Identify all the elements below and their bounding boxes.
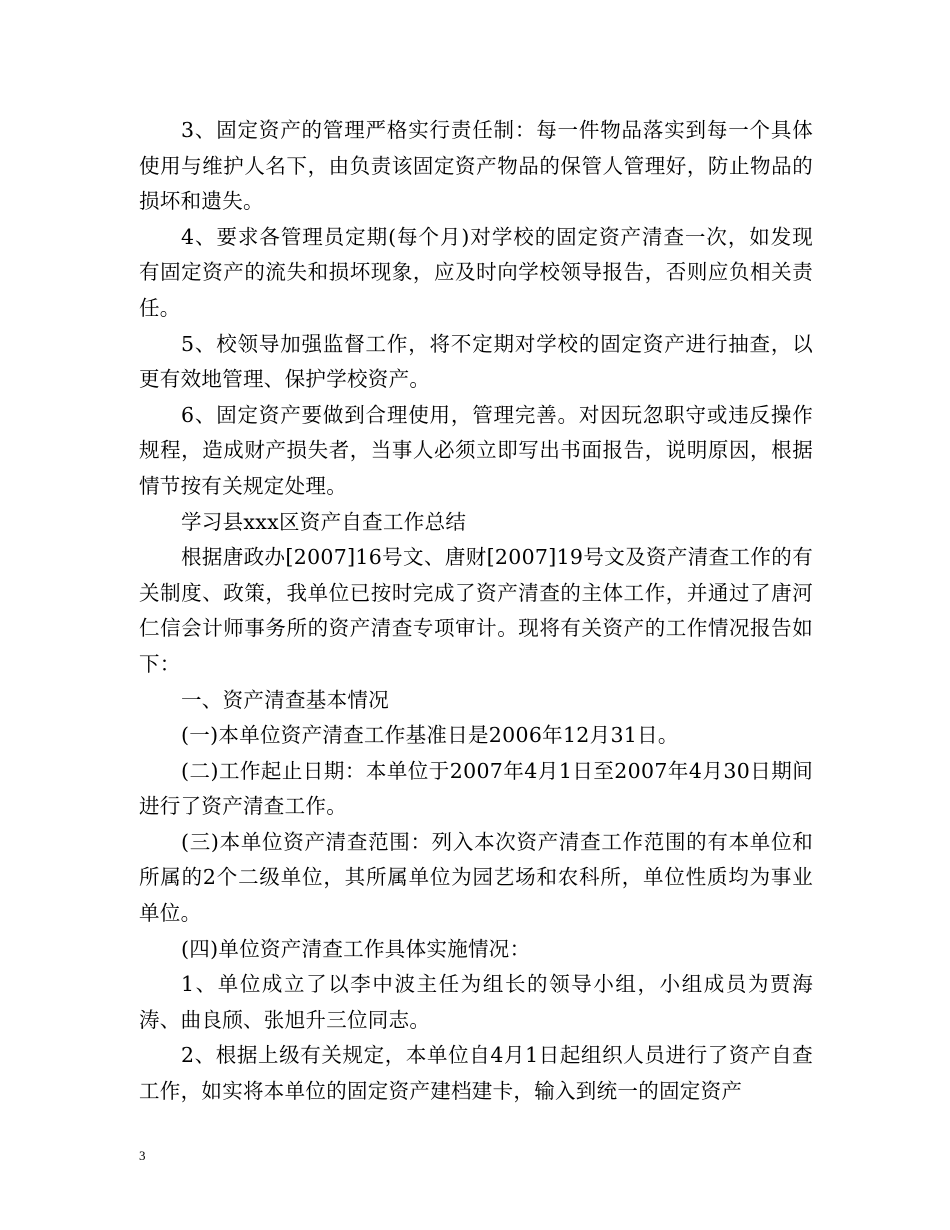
paragraph-6: (一)本单位资产清查工作基准日是2006年12月31日。 — [181, 723, 679, 748]
paragraph-3: 5、校领导加强监督工作，将不定期对学校的固定资产进行抽查，以更有效地管理、保护学校资产。 — [139, 331, 813, 392]
paragraph-5: 根据唐政办[2007]16号文、唐财[2007]19号文及资产清查工作的有关制度、政策，我单位已按时完成了资产清查的主体工作，并通过了唐河仁信会计师事务所的资产清查专项审计。现将有关资产的工作情况报告如下： — [139, 545, 813, 676]
document-body — [139, 113, 813, 1110]
paragraph-10: 1、单位成立了以李中波主任为组长的领导小组，小组成员为贾海涛、曲良颀、张旭升三位同志。 — [139, 972, 813, 1032]
page-number: 3 — [139, 1148, 146, 1163]
paragraph-8: (三)本单位资产清查范围：列入本次资产清查工作范围的有本单位和所属的2个二级单位，其所属单位为园艺场和农科所，单位性质均为事业单位。 — [139, 829, 813, 926]
paragraph-7: (二)工作起止日期：本单位于2007年4月1日至2007年4月30日期间进行了资产清查工作。 — [139, 758, 813, 819]
heading-basic-situation: 一、资产清查基本情况 — [181, 687, 389, 712]
paragraph-2: 4、要求各管理员定期(每个月)对学校的固定资产清查一次，如发现有固定资产的流失和损坏现象，应及时向学校领导报告，否则应负相关责任。 — [139, 224, 813, 320]
section-title: 学习县xxx区资产自查工作总结 — [181, 509, 467, 534]
paragraph-11: 2、根据上级有关规定，本单位自4月1日起组织人员进行了资产自查工作，如实将本单位的固定资产建档建卡，输入到统一的固定资产 — [139, 1043, 813, 1104]
paragraph-4: 6、固定资产要做到合理使用，管理完善。对因玩忽职守或违反操作规程，造成财产损失者，当事人必须立即写出书面报告，说明原因，根据情节按有关规定处理。 — [139, 402, 813, 498]
paragraph-9: (四)单位资产清查工作具体实施情况： — [181, 936, 531, 961]
paragraph-1: 3、固定资产的管理严格实行责任制：每一件物品落实到每一个具体使用与维护人名下，由负责该固定资产物品的保管人管理好，防止物品的损坏和遗失。 — [139, 118, 813, 214]
